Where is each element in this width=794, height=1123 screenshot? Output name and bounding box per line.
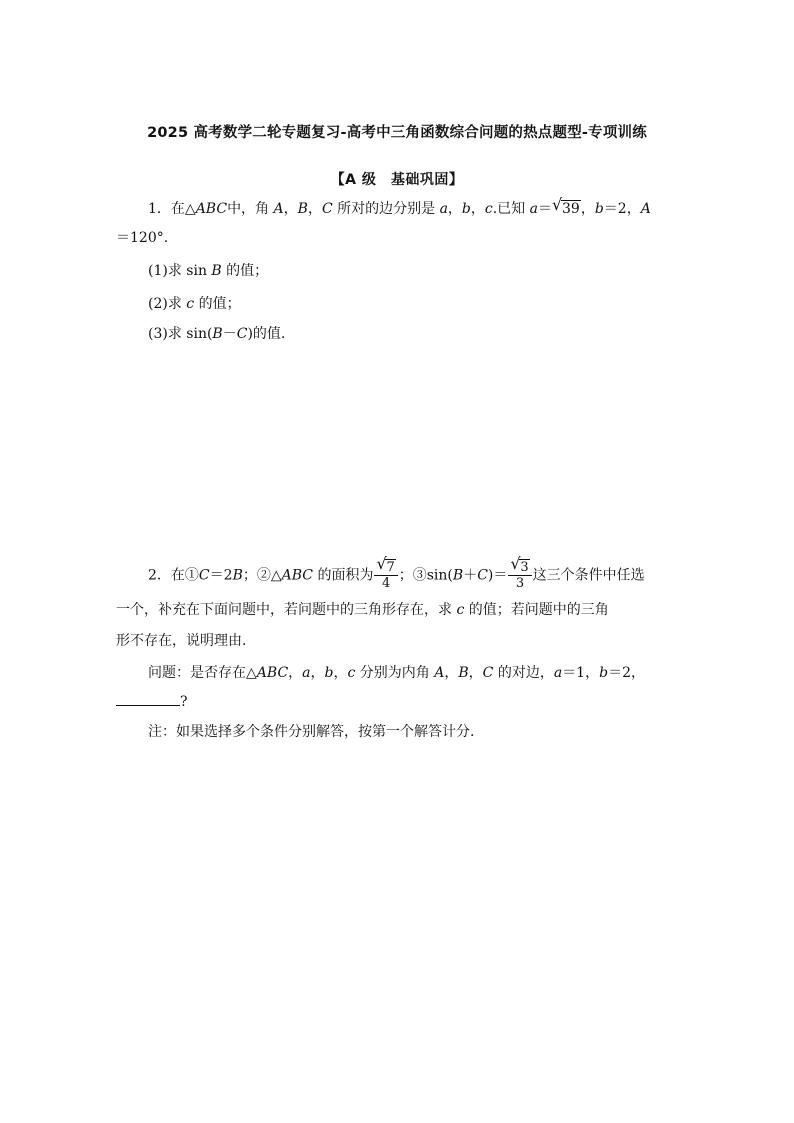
fraction-sqrt3-over-3: √ 3 3 <box>508 560 531 591</box>
text: 的面积为 <box>313 567 374 584</box>
math-var: A <box>640 201 651 217</box>
text: (1)求 sin <box>148 263 212 279</box>
text: ＋ <box>463 567 478 584</box>
math-var: A <box>434 665 445 681</box>
math-var: b <box>324 665 334 681</box>
fraction-sqrt7-over-4: √ 7 4 <box>374 560 397 591</box>
text: (3)求 sin( <box>148 326 213 342</box>
question-2-problem <box>148 663 645 683</box>
text: ；③sin( <box>398 567 453 584</box>
math-var: B <box>211 263 222 279</box>
text: 问题：是否存在△ <box>148 665 257 681</box>
question-1-sub-2 <box>148 294 241 314</box>
math-var: b <box>599 665 609 681</box>
math-var: c <box>347 665 356 681</box>
question-2-note: 注：如果选择多个条件分别解答，按第一个解答计分. <box>148 724 475 740</box>
math-var: ABC <box>195 201 228 217</box>
text: 1．在△ <box>148 201 196 217</box>
math-var: A <box>273 201 284 217</box>
question-2-line-3: 形不存在，说明理由. <box>116 633 247 649</box>
math-var: a <box>302 665 311 681</box>
math-var: c <box>484 201 493 217</box>
radicand: 3 <box>520 560 529 575</box>
text: ， <box>310 665 325 681</box>
text: ， <box>447 201 462 217</box>
question-2-line-1 <box>148 554 645 591</box>
question-1-sub-3 <box>148 324 285 344</box>
math-var: B <box>232 567 243 584</box>
answer-blank[interactable] <box>116 691 180 706</box>
text: ；②△ <box>242 567 282 584</box>
math-var: B <box>212 326 223 342</box>
math-var: c <box>186 296 195 312</box>
text: ＝1， <box>562 665 600 681</box>
question-2-line-2 <box>116 600 609 620</box>
question-mark: ? <box>180 694 188 710</box>
text: ， <box>283 201 298 217</box>
math-var: ABC <box>281 567 314 584</box>
text: ， <box>333 665 348 681</box>
text: 这三个条件中任选 <box>532 567 645 584</box>
math-var: a <box>439 201 448 217</box>
text: (2)求 <box>148 296 187 312</box>
text: ， <box>307 201 322 217</box>
text: ＝2 <box>209 567 233 584</box>
math-var: C <box>482 665 494 681</box>
math-var: C <box>198 567 210 584</box>
section-heading: 【A 级 基础巩固】 <box>330 172 464 188</box>
text: － <box>222 326 237 342</box>
text: ， <box>580 201 595 217</box>
text: 的值；若问题中的三角 <box>464 602 609 618</box>
question-1-line-1 <box>148 195 651 219</box>
math-var: b <box>461 201 471 217</box>
math-var: C <box>477 567 488 584</box>
text: 的值； <box>194 296 241 312</box>
text: .已知 <box>492 201 526 217</box>
radicand: 7 <box>386 560 395 575</box>
math-var: B <box>458 665 469 681</box>
question-1-line-2: ＝120°. <box>116 230 169 246</box>
text: )的值. <box>247 326 286 342</box>
text: 的对边， <box>493 665 554 681</box>
text: ＝2， <box>608 665 645 681</box>
text: 的值； <box>221 263 269 279</box>
math-var: a <box>529 201 538 217</box>
text: 一个，补充在下面问题中，若问题中的三角形存在，求 <box>116 602 457 618</box>
denominator: 3 <box>515 576 525 591</box>
document-title: 2025 高考数学二轮专题复习-高考中三角函数综合问题的热点题型-专项训练 <box>147 125 647 141</box>
question-2-blank-line <box>116 691 188 712</box>
text: ＝2， <box>603 201 641 217</box>
question-1-sub-1 <box>148 261 268 281</box>
text: ， <box>288 665 303 681</box>
text: )＝ <box>487 567 508 584</box>
text: 所对的边分别是 <box>337 201 436 217</box>
text: ＝ <box>538 201 552 217</box>
text: 分别为内角 <box>355 665 435 681</box>
math-var: C <box>321 201 333 217</box>
math-var: b <box>594 201 604 217</box>
math-var: B <box>452 567 464 584</box>
math-var: c <box>456 602 465 618</box>
math-var: a <box>553 665 563 681</box>
text: ， <box>470 201 485 217</box>
denominator: 4 <box>381 576 391 591</box>
math-var: B <box>297 201 308 217</box>
text: 中，角 <box>227 201 270 217</box>
math-var: C <box>236 326 248 342</box>
sqrt-expression: √ 39 <box>552 195 580 217</box>
radicand: 39 <box>562 201 580 217</box>
text: 2．在① <box>148 567 199 584</box>
math-var: ABC <box>256 665 289 681</box>
text: ， <box>468 665 483 681</box>
text: ， <box>444 665 459 681</box>
